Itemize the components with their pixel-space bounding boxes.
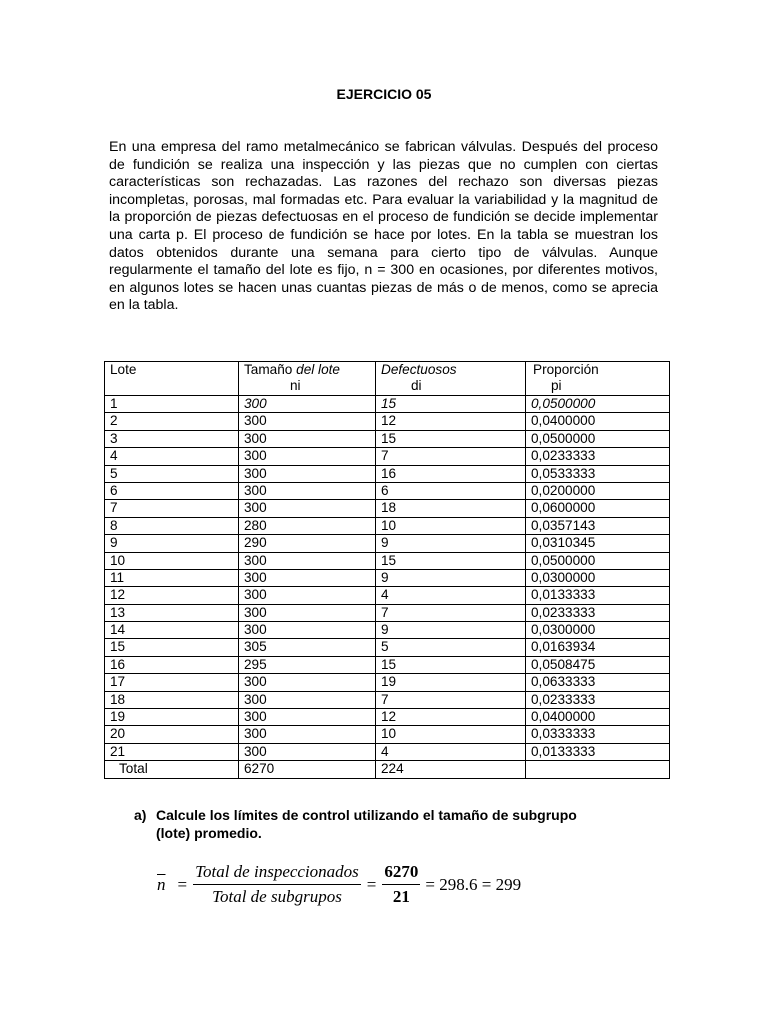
cell-proporcion: 0,0333333 — [526, 726, 670, 743]
cell-lote: 19 — [105, 709, 239, 726]
cell-lote: 8 — [105, 517, 239, 534]
table-row — [105, 413, 670, 430]
data-table — [104, 361, 670, 779]
cell-lote: 18 — [105, 691, 239, 708]
cell-proporcion: 0,0300000 — [526, 622, 670, 639]
cell-tamano: 300 — [239, 448, 376, 465]
cell-proporcion: 0,0533333 — [526, 465, 670, 482]
table-row — [105, 622, 670, 639]
question-a — [134, 806, 577, 842]
problem-statement: En una empresa del ramo metalmecánico se fabrican válvulas. Después del proceso de fundición se realiza una inspección y las piezas que no cumplen con ciertas características son rechazadas. Las razones del rechazo son diversas piezas incompletas, porosas, mal formadas etc. Para evaluar la variabilidad y la magnitud de la proporción de piezas defectuosas en el proceso de fundición se decide implementar una carta p. El proceso de fundición se hace por lotes. En la tabla se muestran los datos obtenidos durante una semana para cierto tipo de válvulas. Aunque regularmente el tamaño del lote es fijo, n = 300 en ocasiones, por diferentes motivos, en algunos lotes se hacen unas cuantas piezas de más o de menos, como se aprecia en la tabla. — [109, 139, 658, 314]
cell-tamano: 300 — [239, 726, 376, 743]
total-label: Total — [105, 761, 239, 778]
cell-defectuosos: 5 — [376, 639, 526, 656]
cell-defectuosos: 7 — [376, 448, 526, 465]
cell-defectuosos: 10 — [376, 726, 526, 743]
cell-proporcion: 0,0233333 — [526, 604, 670, 621]
cell-lote: 4 — [105, 448, 239, 465]
cell-proporcion: 0,0400000 — [526, 709, 670, 726]
total-defectuosos: 224 — [376, 761, 526, 778]
page-title: EJERCICIO 05 — [336, 86, 432, 102]
table-row — [105, 709, 670, 726]
cell-defectuosos: 7 — [376, 691, 526, 708]
cell-defectuosos: 15 — [376, 396, 526, 413]
cell-tamano: 300 — [239, 430, 376, 447]
cell-tamano: 300 — [239, 691, 376, 708]
cell-proporcion: 0,0133333 — [526, 743, 670, 760]
table-row — [105, 726, 670, 743]
cell-tamano: 300 — [239, 552, 376, 569]
table-row — [105, 587, 670, 604]
cell-tamano: 290 — [239, 535, 376, 552]
fraction-words: $\frac{\text{Total de inspeccionados}}{\text{Total de subgrupos}}$ — [195, 862, 359, 906]
cell-proporcion: 0,0500000 — [526, 396, 670, 413]
cell-proporcion: 0,0233333 — [526, 448, 670, 465]
table-row — [105, 656, 670, 673]
cell-lote: 2 — [105, 413, 239, 430]
cell-lote: 21 — [105, 743, 239, 760]
cell-proporcion: 0,0310345 — [526, 535, 670, 552]
cell-defectuosos: 19 — [376, 674, 526, 691]
cell-defectuosos: 15 — [376, 430, 526, 447]
cell-defectuosos: 15 — [376, 656, 526, 673]
cell-defectuosos: 12 — [376, 709, 526, 726]
cell-defectuosos: 6 — [376, 482, 526, 499]
cell-defectuosos: 10 — [376, 517, 526, 534]
fraction-numbers: $\frac{6270}{21}$ — [384, 862, 419, 906]
header-proporcion: Proporción pi — [526, 362, 670, 396]
formula-result: = 298.6 = 299 — [425, 874, 522, 894]
cell-lote: 13 — [105, 604, 239, 621]
cell-lote: 3 — [105, 430, 239, 447]
cell-tamano: 300 — [239, 396, 376, 413]
cell-tamano: 300 — [239, 604, 376, 621]
cell-lote: 11 — [105, 569, 239, 586]
cell-tamano: 295 — [239, 656, 376, 673]
cell-proporcion: 0,0300000 — [526, 569, 670, 586]
n-bar-symbol: $\overline{n}$ — [157, 874, 166, 894]
table-row — [105, 500, 670, 517]
table-row — [105, 535, 670, 552]
table-row — [105, 430, 670, 447]
table-header-row — [105, 362, 670, 396]
cell-tamano: 300 — [239, 482, 376, 499]
cell-tamano: 300 — [239, 569, 376, 586]
cell-tamano: 300 — [239, 709, 376, 726]
cell-proporcion: 0,0163934 — [526, 639, 670, 656]
cell-tamano: 300 — [239, 465, 376, 482]
cell-defectuosos: 7 — [376, 604, 526, 621]
question-label: a) — [134, 807, 147, 823]
table-row — [105, 674, 670, 691]
cell-tamano: 300 — [239, 413, 376, 430]
table-row — [105, 517, 670, 534]
question-text-line1: Calcule los límites de control utilizando el tamaño de subgrupo — [156, 807, 577, 823]
table-row — [105, 465, 670, 482]
cell-defectuosos: 9 — [376, 622, 526, 639]
cell-tamano: 300 — [239, 622, 376, 639]
header-lote: Lote — [105, 362, 239, 396]
cell-proporcion: 0,0600000 — [526, 500, 670, 517]
table-row — [105, 396, 670, 413]
cell-lote: 14 — [105, 622, 239, 639]
cell-proporcion: 0,0133333 — [526, 587, 670, 604]
cell-proporcion: 0,0400000 — [526, 413, 670, 430]
total-tamano: 6270 — [239, 761, 376, 778]
cell-tamano: 280 — [239, 517, 376, 534]
cell-lote: 7 — [105, 500, 239, 517]
cell-lote: 5 — [105, 465, 239, 482]
table-row — [105, 448, 670, 465]
cell-defectuosos: 12 — [376, 413, 526, 430]
cell-defectuosos: 15 — [376, 552, 526, 569]
cell-lote: 1 — [105, 396, 239, 413]
cell-tamano: 300 — [239, 743, 376, 760]
cell-defectuosos: 16 — [376, 465, 526, 482]
cell-proporcion: 0,0500000 — [526, 552, 670, 569]
header-tamano: Tamaño del lote ni — [239, 362, 376, 396]
cell-defectuosos: 9 — [376, 535, 526, 552]
cell-lote: 20 — [105, 726, 239, 743]
cell-proporcion: 0,0633333 — [526, 674, 670, 691]
table-row — [105, 552, 670, 569]
table-total-row — [105, 761, 670, 778]
table-row — [105, 569, 670, 586]
cell-defectuosos: 4 — [376, 743, 526, 760]
cell-lote: 6 — [105, 482, 239, 499]
cell-tamano: 305 — [239, 639, 376, 656]
table-row — [105, 743, 670, 760]
cell-defectuosos: 4 — [376, 587, 526, 604]
table-row — [105, 639, 670, 656]
cell-defectuosos: 18 — [376, 500, 526, 517]
cell-lote: 9 — [105, 535, 239, 552]
cell-tamano: 300 — [239, 587, 376, 604]
cell-lote: 10 — [105, 552, 239, 569]
header-defectuosos: Defectuosos di — [376, 362, 526, 396]
cell-defectuosos: 9 — [376, 569, 526, 586]
cell-proporcion: 0,0508475 — [526, 656, 670, 673]
cell-lote: 17 — [105, 674, 239, 691]
cell-proporcion: 0,0200000 — [526, 482, 670, 499]
table-row — [105, 482, 670, 499]
cell-proporcion: 0,0233333 — [526, 691, 670, 708]
cell-lote: 12 — [105, 587, 239, 604]
cell-proporcion: 0,0500000 — [526, 430, 670, 447]
average-formula: $\overline{n}$ = $\frac{\text{Total de inspeccionados}}{\text{Total de subgrupos}}$ = $\frac{6270}{21}$ = 298.6 = 299 — [157, 862, 522, 906]
cell-tamano: 300 — [239, 500, 376, 517]
table-row — [105, 691, 670, 708]
total-proporcion — [526, 761, 670, 778]
table-row — [105, 604, 670, 621]
cell-lote: 16 — [105, 656, 239, 673]
cell-proporcion: 0,0357143 — [526, 517, 670, 534]
question-text-line2: (lote) promedio. — [156, 825, 262, 841]
cell-tamano: 300 — [239, 674, 376, 691]
cell-lote: 15 — [105, 639, 239, 656]
